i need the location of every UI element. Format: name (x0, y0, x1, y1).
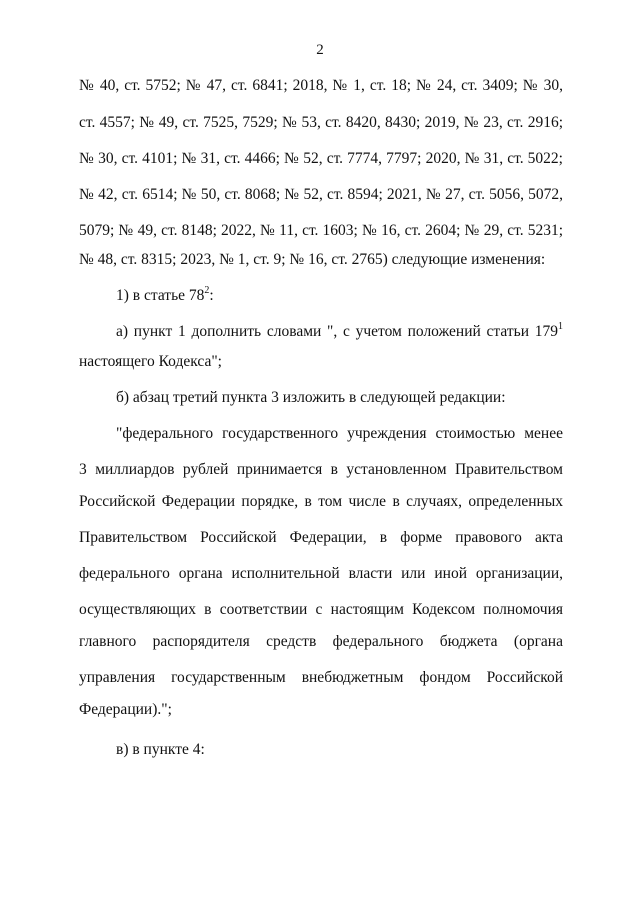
superscript: 1 (558, 321, 563, 332)
list-item-a-text: а) пункт 1 дополнить словами ", с учетом положений статьи 179 (116, 323, 558, 340)
quote-line: управления государственным внебюджетным фондом Российской (79, 669, 563, 686)
list-item-1 (116, 286, 563, 306)
citation-line: № 40, ст. 5752; № 47, ст. 6841; 2018, № 1, ст. 18; № 24, ст. 3409; № 30, (79, 77, 563, 94)
page-number: 2 (316, 42, 324, 58)
list-item-1-text: 1) в статье 78 (116, 287, 205, 304)
list-item-a (116, 322, 563, 342)
citation-line: № 48, ст. 8315; 2023, № 1, ст. 9; № 16, ст. 2765) следующие изменения: (79, 251, 546, 268)
quote-line: Федерации)."; (79, 701, 172, 718)
list-item-v: в) в пункте 4: (116, 741, 205, 758)
quote-line: осуществляющих в соответствии с настоящим Кодексом полномочия (79, 601, 563, 618)
list-item-1-tail: : (209, 287, 214, 304)
quote-line: "федерального государственного учреждения стоимостью менее (116, 425, 563, 442)
list-item-b: б) абзац третий пункта 3 изложить в следующей редакции: (116, 389, 506, 406)
citation-line: № 30, ст. 4101; № 31, ст. 4466; № 52, ст. 7774, 7797; 2020, № 31, ст. 5022; (79, 150, 563, 167)
quote-line: федерального органа исполнительной власти или иной организации, (79, 565, 563, 582)
citation-line: 5079; № 49, ст. 8148; 2022, № 11, ст. 1603; № 16, ст. 2604; № 29, ст. 5231; (79, 222, 563, 239)
quote-line: 3 миллиардов рублей принимается в установленном Правительством (79, 461, 563, 478)
quote-line: Российской Федерации порядке, в том числе в случаях, определенных (79, 493, 563, 510)
list-item-a-continued: настоящего Кодекса"; (79, 353, 222, 370)
citation-line: № 42, ст. 6514; № 50, ст. 8068; № 52, ст. 8594; 2021, № 27, ст. 5056, 5072, (79, 186, 563, 203)
quote-line: главного распорядителя средств федерального бюджета (органа (79, 633, 563, 650)
superscript: 2 (204, 285, 210, 296)
citation-line: ст. 4557; № 49, ст. 7525, 7529; № 53, ст. 8420, 8430; 2019, № 23, ст. 2916; (79, 114, 563, 131)
quote-line: Правительством Российской Федерации, в форме правового акта (79, 529, 563, 546)
